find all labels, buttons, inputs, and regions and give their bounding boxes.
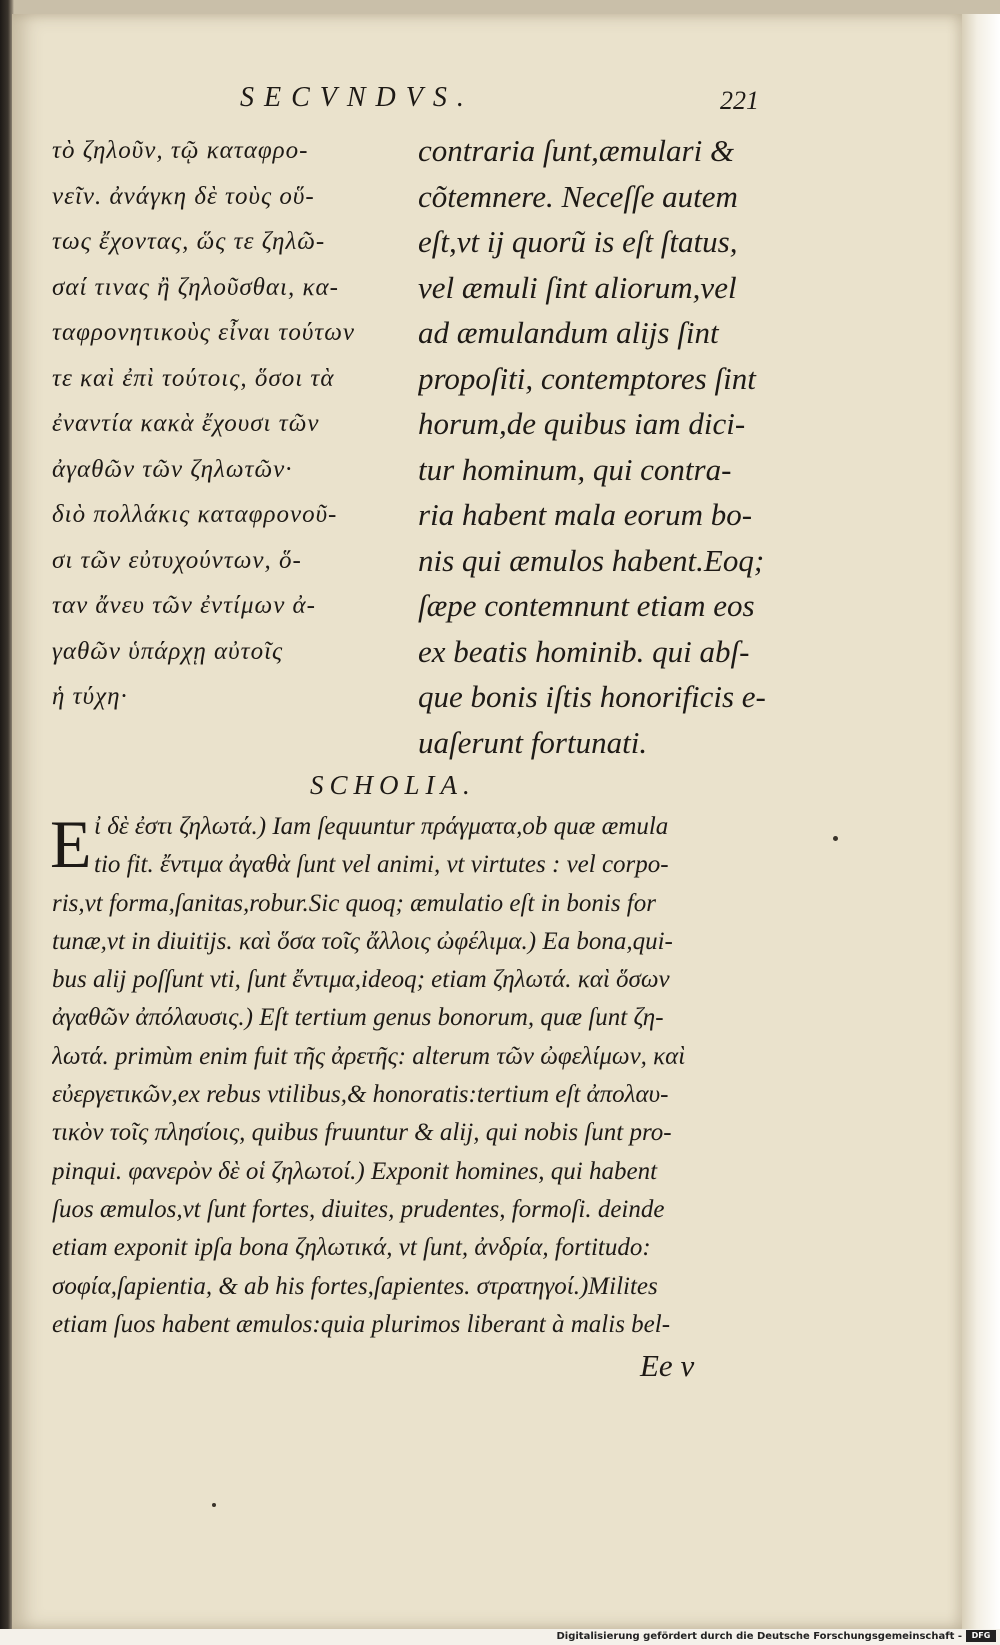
latin-line: tur hominum, qui contra-	[418, 451, 732, 487]
scholia-line: ἰ δὲ ἐστι ζηλωτά.) Iam ſequuntur πράγματα,ob quæ æmula	[94, 813, 669, 840]
funding-credit: Digitalisierung gefördert durch die Deutsche Forschungsgemeinschaft -	[556, 1631, 962, 1642]
scholia-line: ris,vt forma,ſanitas,robur.Sic quoq; æmulatio eſt in bonis for	[52, 889, 656, 917]
scholia-heading: SCHOLIA.	[310, 770, 476, 800]
page-edge	[962, 14, 1000, 1629]
greek-line: νεῖν. ἀνάγκη δὲ τοὺς οὕ-	[52, 182, 315, 210]
scholia-line: tio fit. ἔντιμα ἀγαθὰ ſunt vel animi, vt virtutes : vel corpo-	[94, 851, 669, 879]
greek-line: ἐναντία κακὰ ἔχουσι τῶν	[52, 410, 320, 437]
paper-speck	[833, 836, 838, 841]
greek-line: ἀγαθῶν τῶν ζηλωτῶν·	[52, 455, 293, 483]
catchword: Ee v	[640, 1348, 695, 1383]
scholia-line: λωτά. primùm enim fuit τῆς ἀρετῆς: alterum τῶν ὠφελίμων, καὶ	[52, 1042, 686, 1070]
scholia-line: τικὸν τοῖς πλησίοις, quibus fruuntur & alij, qui nobis ſunt pro-	[52, 1119, 672, 1147]
greek-line: σαί τινας ἢ ζηλοῦσθαι, κα-	[52, 273, 339, 301]
latin-line: eſt,vt ij quorũ is eſt ſtatus,	[418, 224, 738, 259]
latin-line: uaſerunt fortunati.	[418, 724, 648, 760]
greek-line: ταφρονητικοὺς εἶναι τούτων	[52, 319, 355, 346]
scholia-line: ſuos æmulos,vt ſunt fortes, diuites, prudentes, formoſi. deinde	[52, 1195, 665, 1223]
greek-line: διὸ πολλάκις καταφρονοῦ-	[52, 501, 338, 528]
scholia-line: σοφία,ſapientia, & ab his fortes,ſapientes. στρατηγοί.)Milites	[52, 1272, 658, 1300]
greek-line: σι τῶν εὐτυχούντων, ὅ-	[52, 546, 302, 574]
latin-line: contraria ſunt,æmulari &	[418, 133, 735, 168]
latin-line: vel æmuli ſint aliorum,vel	[418, 269, 737, 305]
greek-line: τὸ ζηλοῦν, τῷ καταφρο-	[52, 137, 309, 164]
latin-line: cõtemnere. Neceſſe autem	[418, 178, 738, 214]
latin-line: horum,de quibus iam dici-	[418, 406, 746, 441]
scholia-line: bus alij poſſunt vti, ſunt ἔντιμα,ideoq; etiam ζηλωτά. καὶ ὅσων	[52, 966, 670, 994]
greek-line: τως ἔχοντας, ὥς τε ζηλῶ-	[52, 228, 326, 255]
latin-line: ſæpe contemnunt etiam eos	[418, 588, 755, 623]
scholia-line: etiam ſuos habent æmulos:quia plurimos liberant à malis bel-	[52, 1310, 671, 1338]
dfg-logo: DFG	[966, 1630, 996, 1642]
paper-speck	[212, 1503, 216, 1507]
page-number: 221	[720, 86, 759, 115]
greek-line: γαθῶν ὑπάρχῃ αὐτοῖς	[52, 637, 284, 665]
scholia-line: ἀγαθῶν ἀπόλαυσις.) Eſt tertium genus bonorum, quæ ſunt ζη-	[52, 1004, 664, 1032]
scholia-line: εὐεργετικῶν,ex rebus vtilibus,& honoratis:tertium eſt ἀπολαυ-	[52, 1081, 669, 1109]
latin-line: ex beatis hominib. qui abſ-	[418, 633, 750, 669]
scholia-line: tunæ,vt in diuitijs. καὶ ὅσα τοῖς ἄλλοις ὠφέλιμα.) Ea bona,qui-	[52, 927, 673, 955]
latin-line: que bonis iſtis honorificis e-	[418, 679, 766, 714]
latin-line: ad æmulandum alijs ſint	[418, 315, 719, 350]
latin-line: nis qui æmulos habent.Eoq;	[418, 542, 765, 578]
greek-line: ἡ τύχη·	[52, 683, 128, 710]
drop-initial: E	[50, 806, 92, 882]
greek-line: ταν ἄνευ τῶν ἐντίμων ἀ-	[52, 592, 316, 619]
greek-line: τε καὶ ἐπὶ τούτοις, ὅσοι τὰ	[52, 364, 335, 392]
scholia-line: etiam exponit ipſa bona ζηλωτικά, vt ſunt, ἀνδρία, fortitudo:	[52, 1234, 651, 1262]
latin-column	[418, 128, 798, 765]
latin-line: ria habent mala eorum bo-	[418, 497, 753, 532]
running-head: SECVNDVS.	[240, 82, 474, 113]
scholia-line: pinqui. φανερὸν δὲ οἱ ζηλωτοί.) Exponit homines, qui habent	[52, 1157, 658, 1185]
scholia-text	[52, 808, 792, 1344]
latin-line: propoſiti, contemptores ſint	[418, 360, 756, 396]
greek-column	[52, 128, 402, 720]
